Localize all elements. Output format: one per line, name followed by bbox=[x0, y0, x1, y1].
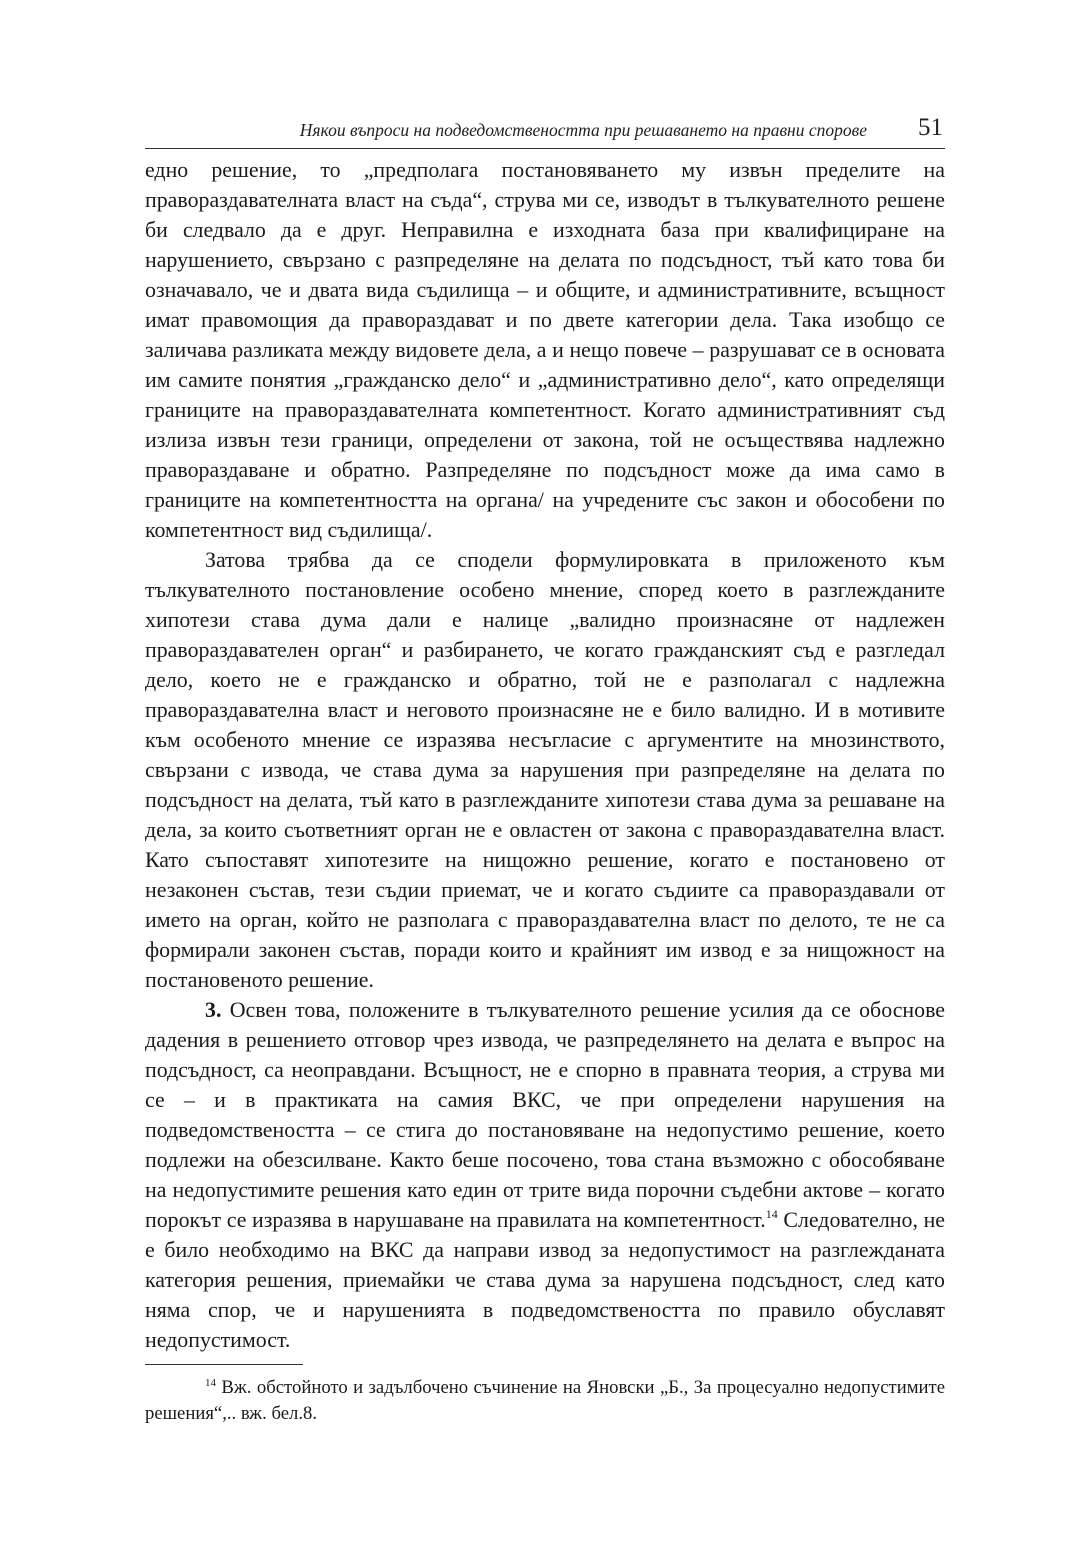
section-number: 3. bbox=[205, 997, 222, 1022]
footnote-text: Вж. обстойното и задълбочено съчинение на Яновски „Б., За процесуално недопустимите решения“,.. вж. бел.8. bbox=[145, 1377, 945, 1424]
paragraph-1: едно решение, то „предполага постановяването му извън пределите на правораздавателната власт на съда“, струва ми се, изводът в тълкувателното решене би следвало да е друг. Неправилна е изходната база при квалифициране на нарушението, свързано с разпределяне на делата по подсъдност, тъй като това би означавало, че и двата вида съдилища – и общите, и административните, всъщност имат правомощия да правораздават и по двете категории дела. Така изобщо се заличава разликата между видовете дела, а и нещо повече – разрушават се в основата им самите понятия „гражданско дело“ и „административно дело“, като определящи границите на правораздавателната компетентност. Когато административният съд излиза извън тези граници, определени от закона, той не осъществява надлежно правораздаване и обратно. Разпределяне по подсъдност може да има само в границите на компетентността на органа/ на учредените със закон и обособени по компетентност вид съдилища/. bbox=[145, 157, 945, 542]
footnote-separator bbox=[145, 1364, 303, 1365]
paragraph-3 bbox=[145, 995, 945, 1355]
main-text bbox=[145, 155, 945, 1355]
page-number: 51 bbox=[918, 114, 943, 141]
footnote-14 bbox=[145, 1375, 945, 1427]
paragraph-2: Затова трябва да се сподели формулировката в приложеното към тълкувателното постановление особено мнение, според което в разглежданите хипотези става дума дали е налице „валидно произнасяне от надлежен правораздавателен орган“ и разбирането, че когато гражданският съд е разгледал дело, което не е гражданско и обратно, той не е разполагал с надлежна правораздавателна власт и неговото произнасяне не е било валидно. И в мотивите към особеното мнение се изразява несъгласие с аргументите на мнозинството, свързани с извода, че става дума за нарушения при разпределяне на делата по подсъдност на делата, тъй като в разглежданите хипотези става дума за решаване на дела, за които съответният орган не е овластен от закона с правораздавателна власт. Като съпоставят хипотезите на нищожно решение, когато е постановено от незаконен състав, тези съдии приемат, че и когато съдиите са правораздавали от името на орган, който не разполага с правораздавателна власт по делото, те не са формирали законен състав, поради които и крайният им извод е за нищожност на постановеното решение. bbox=[145, 547, 945, 992]
running-head bbox=[145, 112, 945, 149]
running-title: Някои въпроси на подведомствеността при решаването на правни спорове bbox=[299, 120, 867, 140]
footnote-reference[interactable]: 14 bbox=[765, 1206, 778, 1221]
paragraph-3-text: Освен това, положените в тълкувателното решение усилия да се обоснове дадения в решението отговор чрез извода, че разпределянето на делата е въпрос на подсъдност, са неоправдани. Всъщност, не е спорно в правната теория, а струва ми се – и в практиката на самия ВКС, че при определени нарушения на подведомствеността – се стига до постановяване на недопустимо решение, което подлежи на обезсилване. Както беше посочено, това стана възможно с обособяване на недопустимите решения като един от трите вида порочни съдебни актове – когато порокът се изразява в нарушаване на правилата на компетентност. bbox=[145, 997, 945, 1232]
paragraph-3-text-continued: Следователно, не е било необходимо на ВКС да направи извод за недопустимост на разглежданата категория решения, приемайки че става дума за нарушена подсъдност, след като няма спор, че и нарушенията в подведомствеността по правило обуславят недопустимост. bbox=[145, 1207, 945, 1352]
footnote-number: 14 bbox=[205, 1376, 216, 1389]
